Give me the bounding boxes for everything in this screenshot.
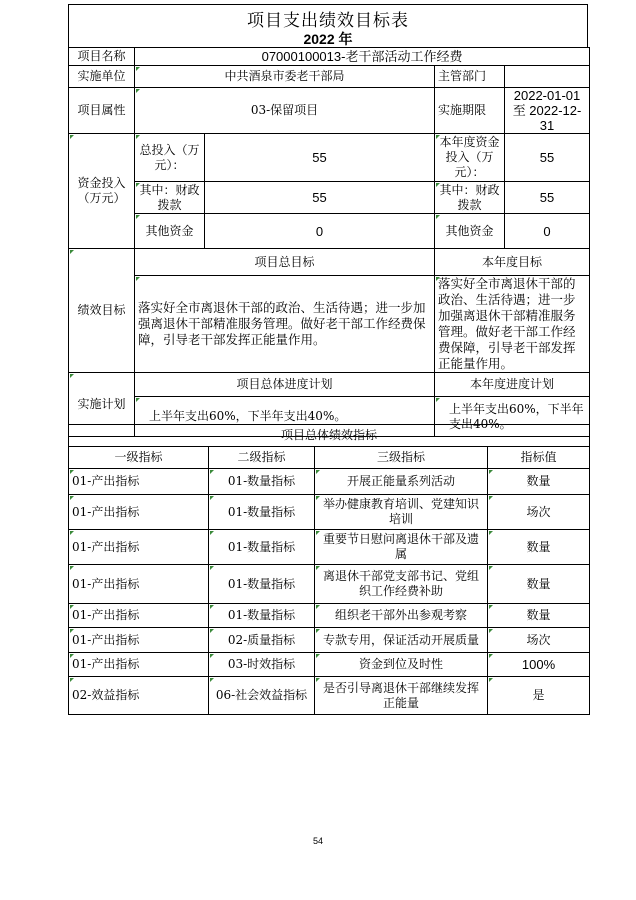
row-level1: 01-产出指标 — [69, 565, 209, 604]
funds-total-label: 总投入（万元）： — [135, 134, 205, 182]
table-row — [69, 495, 590, 530]
plan-total-header: 项目总体进度计划 — [135, 373, 435, 397]
row-level1: 01-产出指标 — [69, 469, 209, 495]
plan-year-text: 上半年支出60%，下半年支出40%。 — [435, 397, 590, 437]
dept-value — [505, 66, 590, 88]
table-row — [69, 653, 590, 677]
funds-fiscal-label: 其中：财政拨款 — [135, 182, 205, 214]
attr-label: 项目属性 — [69, 88, 135, 134]
row-level2: 01-数量指标 — [209, 604, 315, 628]
row-level2: 03-时效指标 — [209, 653, 315, 677]
row-level2: 01-数量指标 — [209, 565, 315, 604]
goals-year-text: 落实好全市离退休干部的政治、生活待遇；进一步加强离退休干部精准服务管理。做好老干部工作经费保障，引导老干部发挥正能量作用。 — [435, 276, 590, 373]
row-level1: 01-产出指标 — [69, 495, 209, 530]
goals-total-text: 落实好全市离退休干部的政治、生活待遇；进一步加强离退休干部精准服务管理。做好老干部工作经费保障，引导老干部发挥正能量作用。 — [135, 276, 435, 373]
unit-value: 中共酒泉市委老干部局 — [135, 66, 435, 88]
row-level3: 离退休干部党支部书记、党组织工作经费补助 — [315, 565, 488, 604]
funds-total-value: 55 — [205, 134, 435, 182]
row-value: 数量 — [488, 469, 590, 495]
table-row — [69, 469, 590, 495]
page-number: 54 — [312, 836, 323, 846]
row-level2: 02-质量指标 — [209, 628, 315, 653]
funds-year-total-label: 本年度资金投入（万元）： — [435, 134, 505, 182]
funds-year-other-label: 其他资金 — [435, 214, 505, 249]
table-row — [69, 530, 590, 565]
row-value: 是 — [488, 677, 590, 715]
table-row — [69, 628, 590, 653]
row-level2: 01-数量指标 — [209, 530, 315, 565]
row-level3: 资金到位及时性 — [315, 653, 488, 677]
funds-other-value: 0 — [205, 214, 435, 249]
project-name-label: 项目名称 — [69, 48, 135, 66]
plan-year-header: 本年度进度计划 — [435, 373, 590, 397]
page-title: 项目支出绩效目标表 — [68, 4, 588, 32]
row-level2: 06-社会效益指标 — [209, 677, 315, 715]
row-value: 数量 — [488, 530, 590, 565]
header-level2: 二级指标 — [209, 447, 315, 469]
year-label: 2022 年 — [68, 31, 588, 47]
project-name-value: 07000100013-老干部活动工作经费 — [135, 48, 590, 66]
funds-year-other-value: 0 — [505, 214, 590, 249]
row-level2: 01-数量指标 — [209, 469, 315, 495]
row-level3: 是否引导离退休干部继续发挥正能量 — [315, 677, 488, 715]
table-row — [69, 677, 590, 715]
indicators-table — [68, 424, 590, 715]
row-level1: 01-产出指标 — [69, 530, 209, 565]
row-level3: 组织老干部外出参观考察 — [315, 604, 488, 628]
row-level3: 专款专用，保证活动开展质量 — [315, 628, 488, 653]
row-level1: 01-产出指标 — [69, 628, 209, 653]
goals-year-header: 本年度目标 — [435, 249, 590, 276]
dept-label: 主管部门 — [435, 66, 505, 88]
row-level3: 举办健康教育培训、党建知识培训 — [315, 495, 488, 530]
row-level1: 01-产出指标 — [69, 653, 209, 677]
row-value: 数量 — [488, 565, 590, 604]
indicators-section-title: 项目总体绩效指标 — [69, 425, 590, 447]
row-level1: 01-产出指标 — [69, 604, 209, 628]
row-value: 数量 — [488, 604, 590, 628]
row-level3: 开展正能量系列活动 — [315, 469, 488, 495]
funds-label: 资金投入（万元） — [69, 134, 135, 249]
plan-label: 实施计划 — [69, 373, 135, 437]
header-level3: 三级指标 — [315, 447, 488, 469]
header-value: 指标值 — [488, 447, 590, 469]
unit-label: 实施单位 — [69, 66, 135, 88]
period-value: 2022-01-01 至 2022-12-31 — [505, 88, 590, 134]
funds-year-fiscal-value: 55 — [505, 182, 590, 214]
attr-value: 03-保留项目 — [135, 88, 435, 134]
goals-total-header: 项目总目标 — [135, 249, 435, 276]
row-value: 场次 — [488, 495, 590, 530]
funds-year-fiscal-label: 其中：财政拨款 — [435, 182, 505, 214]
row-value: 场次 — [488, 628, 590, 653]
plan-total-text: 上半年支出60%，下半年支出40%。 — [135, 397, 435, 437]
row-level1: 02-效益指标 — [69, 677, 209, 715]
project-info-table — [68, 47, 590, 437]
funds-fiscal-value: 55 — [205, 182, 435, 214]
row-level3: 重要节日慰问离退休干部及遗属 — [315, 530, 488, 565]
goals-label: 绩效目标 — [69, 249, 135, 373]
table-row — [69, 604, 590, 628]
funds-other-label: 其他资金 — [135, 214, 205, 249]
row-level2: 01-数量指标 — [209, 495, 315, 530]
period-label: 实施期限 — [435, 88, 505, 134]
table-row — [69, 565, 590, 604]
row-value: 100% — [488, 653, 590, 677]
funds-year-total-value: 55 — [505, 134, 590, 182]
header-level1: 一级指标 — [69, 447, 209, 469]
